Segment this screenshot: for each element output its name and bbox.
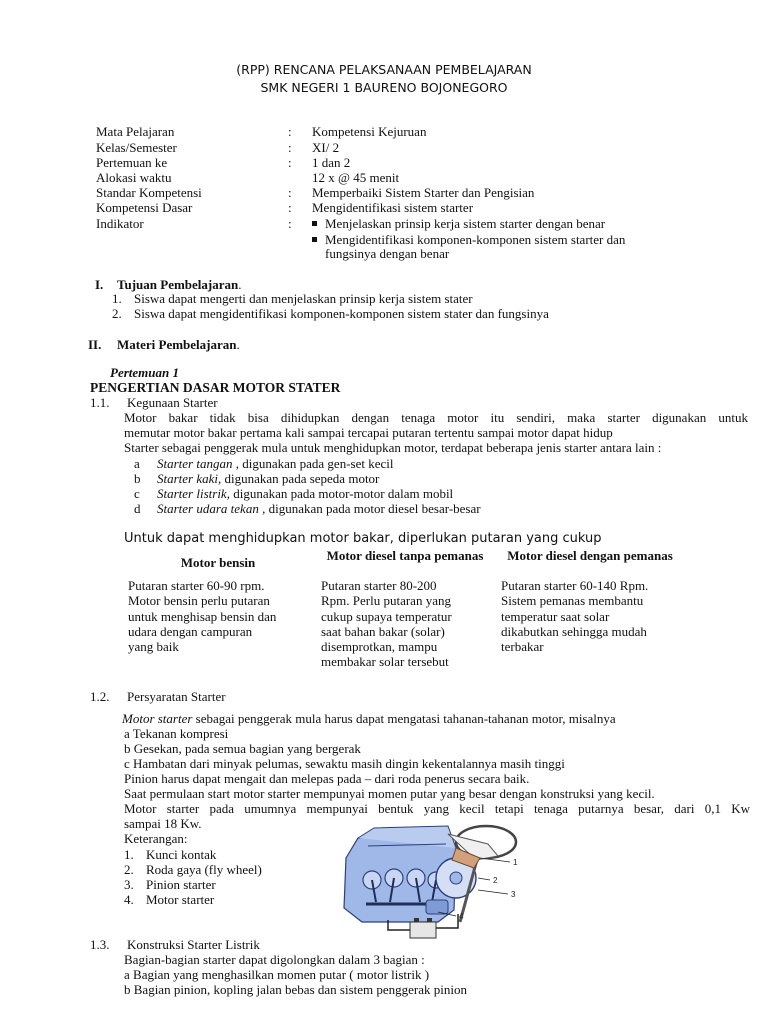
callout-label: 2	[493, 876, 498, 885]
callout-label: 4	[459, 912, 464, 921]
table-cell: udara dengan campuran	[128, 623, 253, 639]
column-header: Motor diesel tanpa pemanas	[326, 548, 484, 563]
subheading-sans: Untuk dapat menghidupkan motor bakar, diperlukan putaran yang cukup	[124, 531, 602, 546]
table-cell: temperatur saat solar	[501, 608, 610, 624]
info-sep: :	[288, 155, 292, 170]
bullet-icon	[312, 237, 317, 242]
list-number: 1.	[124, 847, 134, 862]
list-item: Starter tangan , digunakan pada gen-set kecil	[157, 456, 394, 471]
list-item: Siswa dapat mengerti dan menjelaskan prinsip kerja sistem stater	[134, 291, 473, 306]
info-label: Standar Kompetensi	[96, 185, 202, 200]
list-number: 3.	[124, 877, 134, 892]
subsection-title: Persyaratan Starter	[127, 689, 226, 704]
table-cell: membakar solar tersebut	[321, 654, 449, 670]
column-header: Motor diesel dengan pemanas	[507, 548, 673, 563]
paragraph-line: Bagian-bagian starter dapat digolongkan dalam 3 bagian :	[124, 952, 425, 967]
table-cell: Rpm. Perlu putaran yang	[321, 593, 451, 609]
chapter-title: PENGERTIAN DASAR MOTOR STATER	[90, 380, 341, 395]
list-number: 4.	[124, 892, 134, 907]
paragraph-line: a Bagian yang menghasilkan momen putar ( motor listrik )	[124, 967, 430, 982]
table-cell: Sistem pemanas membantu	[501, 593, 644, 609]
indikator-item: Mengidentifikasi komponen-komponen sistem starter dan	[312, 232, 625, 247]
callout-label: 3	[511, 890, 516, 899]
indikator-item: Menjelaskan prinsip kerja sistem starter dengan benar	[312, 216, 605, 231]
subsection-title: Kegunaan Starter	[127, 395, 218, 410]
list-item: Starter listrik, digunakan pada motor-motor dalam mobil	[157, 486, 454, 501]
list-number: 2.	[112, 306, 122, 321]
info-label: Alokasi waktu	[96, 170, 172, 185]
table-cell: terbakar	[501, 639, 544, 655]
info-label: Indikator	[96, 216, 144, 231]
subsection-number: 1.2.	[90, 689, 110, 704]
table-cell: Putaran starter 60-140 Rpm.	[501, 578, 649, 593]
table-column	[501, 578, 648, 654]
paragraph-line: Saat permulaan start motor starter mempunyai momen putar yang besar dengan konstruksi yang kecil.	[124, 786, 655, 801]
table-cell: disemprotkan, mampu	[321, 639, 438, 655]
table-cell: saat bahan bakar (solar)	[321, 623, 445, 639]
list-item: Starter udara tekan , digunakan pada motor diesel besar-besar	[157, 501, 481, 516]
table-column	[128, 578, 276, 654]
section-numeral: II.	[88, 337, 102, 352]
info-sep: :	[288, 200, 292, 215]
info-value: XI/ 2	[312, 140, 340, 155]
paragraph-line: Motor starter sebagai penggerak mula harus dapat mengatasi tahanan-tahanan motor, misalnya	[122, 711, 616, 726]
list-letter: c	[134, 486, 140, 501]
list-letter: a	[134, 456, 140, 471]
info-value: Memperbaiki Sistem Starter dan Pengisian	[312, 185, 535, 200]
subsection-number: 1.3.	[90, 937, 110, 952]
paragraph-line: Starter sebagai penggerak mula untuk menghidupkan motor, terdapat beberapa jenis starter antara lain :	[124, 440, 662, 455]
info-sep: :	[288, 124, 292, 139]
list-item: Starter kaki, digunakan pada sepeda motor	[157, 471, 380, 486]
table-cell: cukup supaya temperatur	[321, 608, 452, 624]
info-label: Kelas/Semester	[96, 140, 177, 155]
info-value: Kompetensi Kejuruan	[312, 124, 427, 139]
school-name: SMK NEGERI 1 BAURENO BOJONEGORO	[260, 80, 508, 95]
paragraph-line: memutar motor bakar pertama kali sampai tercapai putaran tertentu sampai motor dapat hidup	[124, 425, 613, 440]
table-cell: Putaran starter 80-200	[321, 578, 437, 593]
list-number: 2.	[124, 862, 134, 877]
keterangan-label: Keterangan:	[124, 831, 188, 846]
list-item: Roda gaya (fly wheel)	[146, 862, 262, 877]
info-value: 1 dan 2	[312, 155, 351, 170]
starter-system-figure	[328, 818, 524, 944]
subsection-title: Konstruksi Starter Listrik	[127, 937, 260, 952]
paragraph-line: a Tekanan kompresi	[124, 726, 229, 741]
info-sep: :	[288, 216, 292, 231]
info-sep: :	[288, 185, 292, 200]
list-letter: b	[134, 471, 141, 486]
table-cell: Putaran starter 60-90 rpm.	[128, 578, 265, 593]
paragraph-line: Motor starter pada umumnya mempunyai bentuk yang kecil tetapi tenaga putarnya besar, dari 0,1 Kw	[124, 801, 750, 816]
list-number: 1.	[112, 291, 122, 306]
table-cell: dikabutkan sehingga mudah	[501, 623, 647, 639]
list-item: Siswa dapat mengidentifikasi komponen-komponen sistem stater dan fungsinya	[134, 306, 549, 321]
list-item: Motor starter	[146, 892, 215, 907]
paragraph-line: Pinion harus dapat mengait dan melepas pada – dari roda penerus secara baik.	[124, 771, 530, 786]
indikator-item-continued: fungsinya dengan benar	[325, 246, 450, 261]
document-title: (RPP) RENCANA PELAKSANAAN PEMBELAJARAN	[236, 62, 532, 77]
table-cell: Motor bensin perlu putaran	[128, 593, 270, 609]
paragraph-line: Motor bakar tidak bisa dihidupkan dengan tenaga motor itu sendiri, maka starter digunakan untuk	[124, 410, 748, 425]
table-cell: untuk menghisap bensin dan	[128, 608, 277, 624]
info-value: Mengidentifikasi sistem starter	[312, 200, 474, 215]
table-column	[321, 578, 452, 670]
subsection-number: 1.1.	[90, 395, 110, 410]
info-label: Mata Pelajaran	[96, 124, 175, 139]
table-cell: yang baik	[128, 639, 179, 655]
list-letter: d	[134, 501, 141, 516]
list-item: Kunci kontak	[146, 847, 217, 862]
info-label: Kompetensi Dasar	[96, 200, 193, 215]
section-numeral: I.	[95, 277, 104, 292]
info-value: 12 x @ 45 menit	[312, 170, 400, 185]
paragraph-line: c Hambatan dari minyak pelumas, sewaktu masih dingin kekentalannya masih tinggi	[124, 756, 565, 771]
info-label: Pertemuan ke	[96, 155, 168, 170]
list-item: Pinion starter	[146, 877, 216, 892]
column-header: Motor bensin	[180, 555, 256, 570]
section-heading-materi: Materi Pembelajaran.	[117, 337, 240, 352]
paragraph-line: sampai 18 Kw.	[124, 816, 202, 831]
paragraph-line: b Bagian pinion, kopling jalan bebas dan sistem penggerak pinion	[124, 982, 467, 997]
info-sep: :	[288, 140, 292, 155]
bullet-icon	[312, 221, 317, 226]
section-heading-tujuan: Tujuan Pembelajaran.	[117, 277, 242, 292]
paragraph-line: b Gesekan, pada semua bagian yang bergerak	[124, 741, 361, 756]
pertemuan-label: Pertemuan 1	[110, 365, 179, 380]
callout-label: 1	[513, 858, 518, 867]
